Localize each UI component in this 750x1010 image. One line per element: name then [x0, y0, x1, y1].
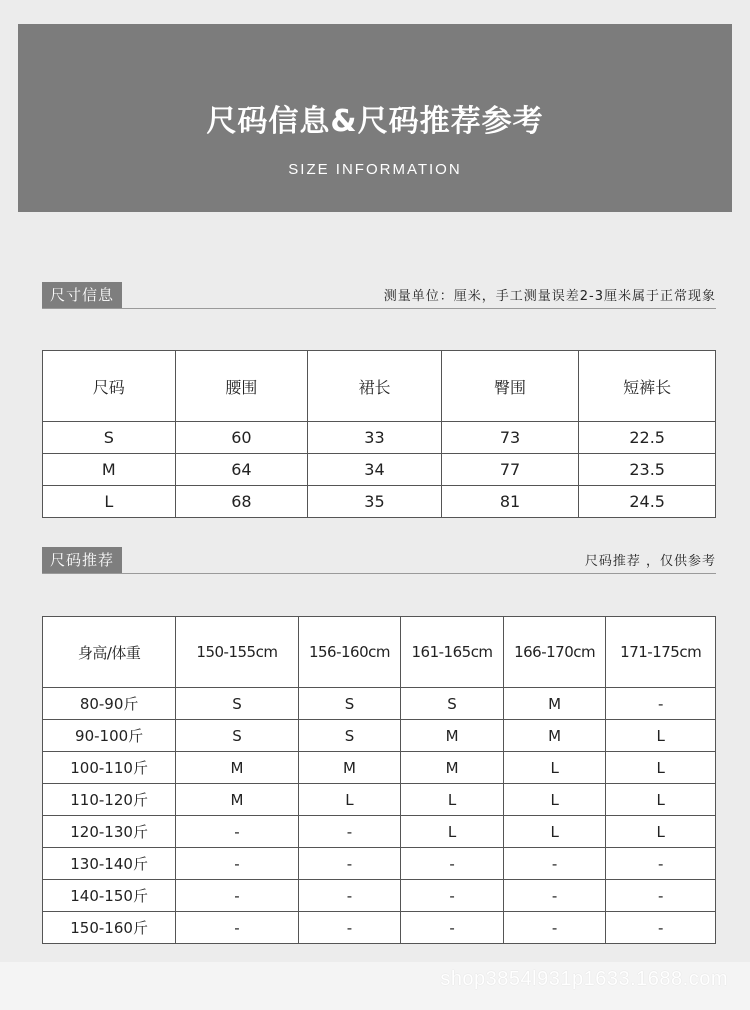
size-info-note: 测量单位：厘米，手工测量误差2-3厘米属于正常现象	[383, 289, 716, 304]
table-cell: L	[606, 720, 716, 752]
table-header-cell: 150-155cm	[176, 617, 298, 688]
table-cell: -	[401, 848, 504, 880]
size-info-tag: 尺寸信息	[42, 282, 122, 308]
table-row	[43, 688, 716, 720]
table-row	[43, 880, 716, 912]
table-cell: 110-120斤	[43, 784, 176, 816]
table-cell: L	[503, 816, 606, 848]
table-cell: L	[606, 816, 716, 848]
table-cell: L	[298, 784, 401, 816]
header-banner	[18, 24, 732, 212]
table-cell: S	[401, 688, 504, 720]
size-info-table	[42, 350, 716, 518]
table-header-cell: 臀围	[441, 351, 579, 422]
page-title: 尺码信息&尺码推荐参考	[206, 104, 544, 139]
table-cell: 24.5	[579, 486, 716, 518]
table-cell: -	[503, 848, 606, 880]
table-header-row	[43, 351, 716, 422]
table-cell: S	[176, 688, 298, 720]
table-cell: 22.5	[579, 422, 716, 454]
table-cell: -	[298, 816, 401, 848]
table-cell: M	[176, 784, 298, 816]
table-row	[43, 784, 716, 816]
table-cell: -	[606, 912, 716, 944]
table-row	[43, 454, 716, 486]
table-header-cell: 裙长	[308, 351, 442, 422]
table-row	[43, 912, 716, 944]
table-cell: 68	[175, 486, 308, 518]
table-cell: L	[606, 752, 716, 784]
table-cell: 81	[441, 486, 579, 518]
table-cell: 35	[308, 486, 442, 518]
table-cell: 34	[308, 454, 442, 486]
table-cell: 100-110斤	[43, 752, 176, 784]
table-cell: S	[298, 688, 401, 720]
table-cell: -	[176, 816, 298, 848]
table-cell: M	[401, 752, 504, 784]
table-cell: S	[298, 720, 401, 752]
table-header-cell: 腰围	[175, 351, 308, 422]
table-cell: -	[606, 688, 716, 720]
table-cell: 130-140斤	[43, 848, 176, 880]
table-cell: -	[606, 880, 716, 912]
table-cell: -	[176, 848, 298, 880]
table-cell: 33	[308, 422, 442, 454]
table-cell: 80-90斤	[43, 688, 176, 720]
table-cell: L	[401, 784, 504, 816]
table-cell: 90-100斤	[43, 720, 176, 752]
page-subtitle: SIZE INFORMATION	[288, 161, 462, 178]
table-row	[43, 422, 716, 454]
table-row	[43, 752, 716, 784]
table-header-row	[43, 617, 716, 688]
table-cell: L	[606, 784, 716, 816]
size-rec-note: 尺码推荐 ，仅供参考	[584, 554, 716, 569]
table-header-cell: 短裤长	[579, 351, 716, 422]
table-cell: -	[298, 848, 401, 880]
size-recommend-table	[42, 616, 716, 944]
table-cell: M	[298, 752, 401, 784]
table-cell: -	[176, 880, 298, 912]
table-cell: L	[401, 816, 504, 848]
table-header-cell: 尺码	[43, 351, 176, 422]
table-cell: 23.5	[579, 454, 716, 486]
table-cell: S	[176, 720, 298, 752]
table-row	[43, 720, 716, 752]
size-rec-section-header	[42, 547, 716, 574]
shop-watermark: shop3854l931p1633.1688.com	[440, 968, 728, 990]
table-cell: M	[401, 720, 504, 752]
table-header-cell: 171-175cm	[606, 617, 716, 688]
table-cell: M	[176, 752, 298, 784]
table-cell: 64	[175, 454, 308, 486]
table-header-cell: 身高/体重	[43, 617, 176, 688]
table-cell: -	[298, 912, 401, 944]
table-cell: -	[401, 880, 504, 912]
size-rec-tag: 尺码推荐	[42, 547, 122, 573]
table-row	[43, 816, 716, 848]
table-cell: -	[503, 880, 606, 912]
table-cell: -	[176, 912, 298, 944]
table-cell: 140-150斤	[43, 880, 176, 912]
table-cell: L	[503, 752, 606, 784]
table-header-cell: 161-165cm	[401, 617, 504, 688]
size-info-section-header	[42, 282, 716, 309]
table-cell: M	[503, 688, 606, 720]
table-cell: 120-130斤	[43, 816, 176, 848]
table-header-cell: 166-170cm	[503, 617, 606, 688]
table-cell: -	[298, 880, 401, 912]
table-cell: 77	[441, 454, 579, 486]
table-cell: -	[503, 912, 606, 944]
table-cell: 73	[441, 422, 579, 454]
table-cell: -	[606, 848, 716, 880]
table-cell: L	[43, 486, 176, 518]
table-cell: M	[503, 720, 606, 752]
table-row	[43, 848, 716, 880]
table-cell: -	[401, 912, 504, 944]
table-cell: M	[43, 454, 176, 486]
table-row	[43, 486, 716, 518]
table-header-cell: 156-160cm	[298, 617, 401, 688]
table-cell: 60	[175, 422, 308, 454]
table-cell: S	[43, 422, 176, 454]
table-cell: L	[503, 784, 606, 816]
table-cell: 150-160斤	[43, 912, 176, 944]
watermark-strip	[0, 962, 750, 1010]
